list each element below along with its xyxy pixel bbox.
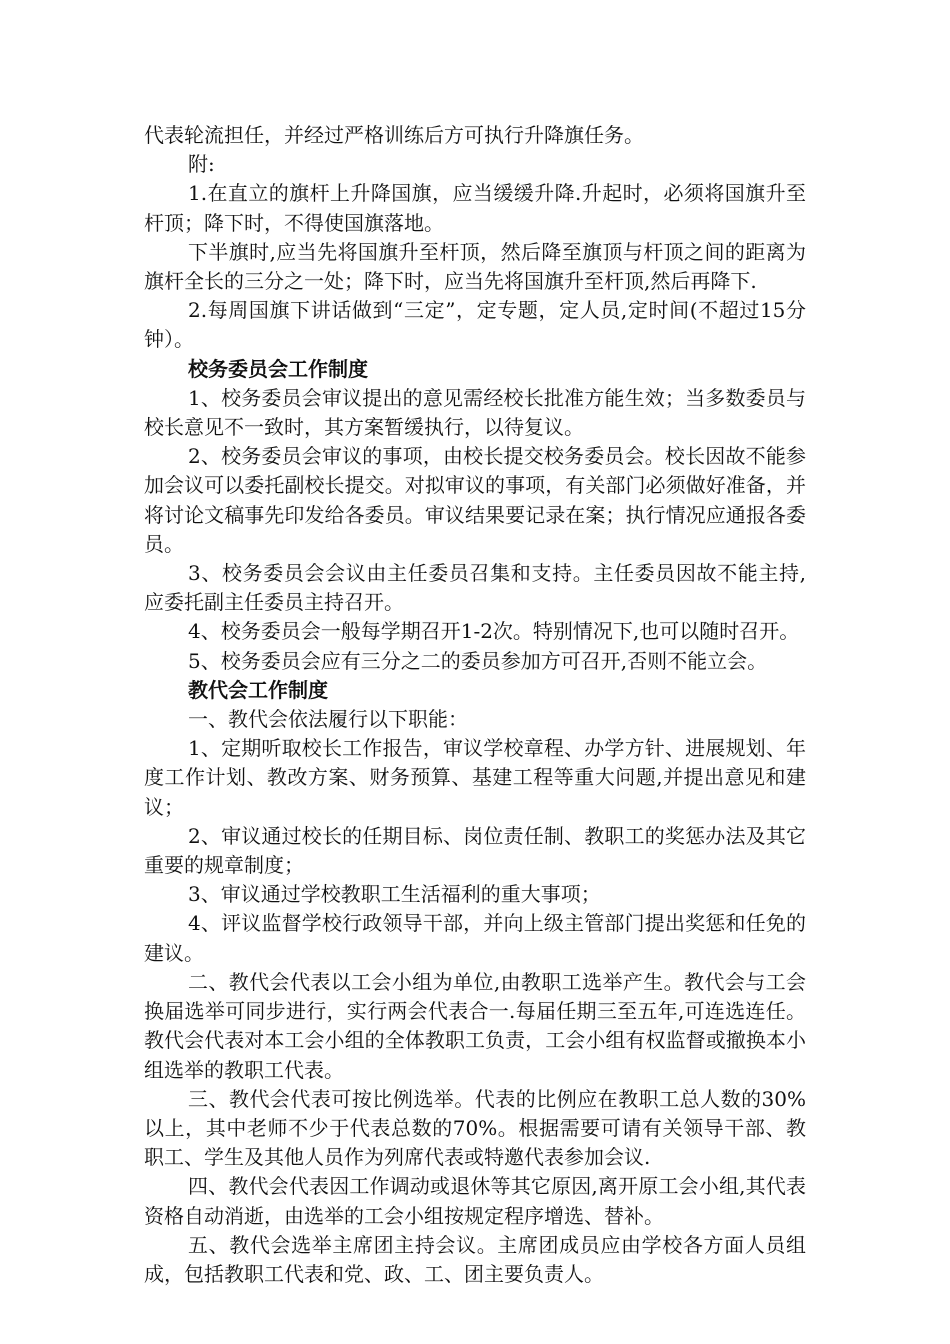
staff-congress-item: 3、审议通过学校教职工生活福利的重大事项；: [188, 882, 601, 907]
staff-congress-item: 四、教代会代表因工作调动或退休等其它原因,离开原工会小组,其代表资格自动消逝，由选举的工会小组按规定程序增选、替补。: [144, 1174, 806, 1228]
staff-congress-item: 4、评议监督学校行政领导干部，并向上级主管部门提出奖惩和任免的建议。: [144, 911, 806, 965]
school-affairs-item: 2、校务委员会审议的事项，由校长提交校务委员会。校长因故不能参加会议可以委托副校长提交。对拟审议的事项，有关部门必须做好准备，并将讨论文稿事先印发给各委员。审议结果要记录在案；执行情况应通报各委员。: [144, 444, 806, 556]
school-affairs-item: 1、校务委员会审议提出的意见需经校长批准方能生效；当多数委员与校长意见不一致时，其方案暂缓执行，以待复议。: [144, 385, 806, 440]
school-affairs-item: 3、校务委员会会议由主任委员召集和支持。主任委员因故不能主持,应委托副主任委员主持召开。: [144, 561, 806, 615]
staff-congress-item: 二、教代会代表以工会小组为单位,由教职工选举产生。教代会与工会换届选举可同步进行，实行两会代表合一.每届任期三至五年,可连选连任。教代会代表对本工会小组的全体教职工负责，工会小组有权监督或撤换本小组选举的教职工代表。: [144, 969, 806, 1082]
school-affairs-item: 4、校务委员会一般每学期召开1-2次。特别情况下,也可以随时召开。: [188, 619, 800, 644]
section-heading-school-affairs: 校务委员会工作制度: [188, 356, 368, 381]
appendix-half-mast: 下半旗时,应当先将国旗升至杆顶，然后降至旗顶与杆顶之间的距离为旗杆全长的三分之一处；降下时，应当先将国旗升至杆顶,然后再降下.: [144, 239, 806, 294]
paragraph-continuation: 代表轮流担任，并经过严格训练后方可执行升降旗任务。: [144, 123, 644, 147]
section-heading-staff-congress: 教代会工作制度: [188, 677, 328, 702]
appendix-item-1: 1.在直立的旗杆上升降国旗，应当缓缓升降.升起时，必须将国旗升至杆顶；降下时，不得使国旗落地。: [144, 181, 806, 235]
appendix-label: 附:: [188, 152, 215, 177]
staff-congress-item: 三、教代会代表可按比例选举。代表的比例应在教职工总人数的30%以上，其中老师不少于代表总数的70%。根据需要可请有关领导干部、教职工、学生及其他人员作为列席代表或特邀代表参加会议.: [144, 1086, 806, 1170]
staff-congress-item: 五、教代会选举主席团主持会议。主席团成员应由学校各方面人员组成，包括教职工代表和党、政、工、团主要负责人。: [144, 1232, 806, 1286]
staff-congress-item: 一、教代会依法履行以下职能：: [188, 707, 468, 732]
staff-congress-item: 2、审议通过校长的任期目标、岗位责任制、教职工的奖惩办法及其它重要的规章制度；: [144, 823, 806, 878]
staff-congress-item: 1、定期听取校长工作报告，审议学校章程、办学方针、进展规划、年度工作计划、教改方案、财务预算、基建工程等重大问题,并提出意见和建议；: [144, 736, 806, 819]
school-affairs-item: 5、校务委员会应有三分之二的委员参加方可召开,否则不能立会。: [188, 648, 768, 673]
appendix-item-2: 2.每周国旗下讲话做到“三定”，定专题，定人员,定时间(不超过15分钟）。: [144, 298, 806, 352]
document-body: [144, 121, 806, 1289]
